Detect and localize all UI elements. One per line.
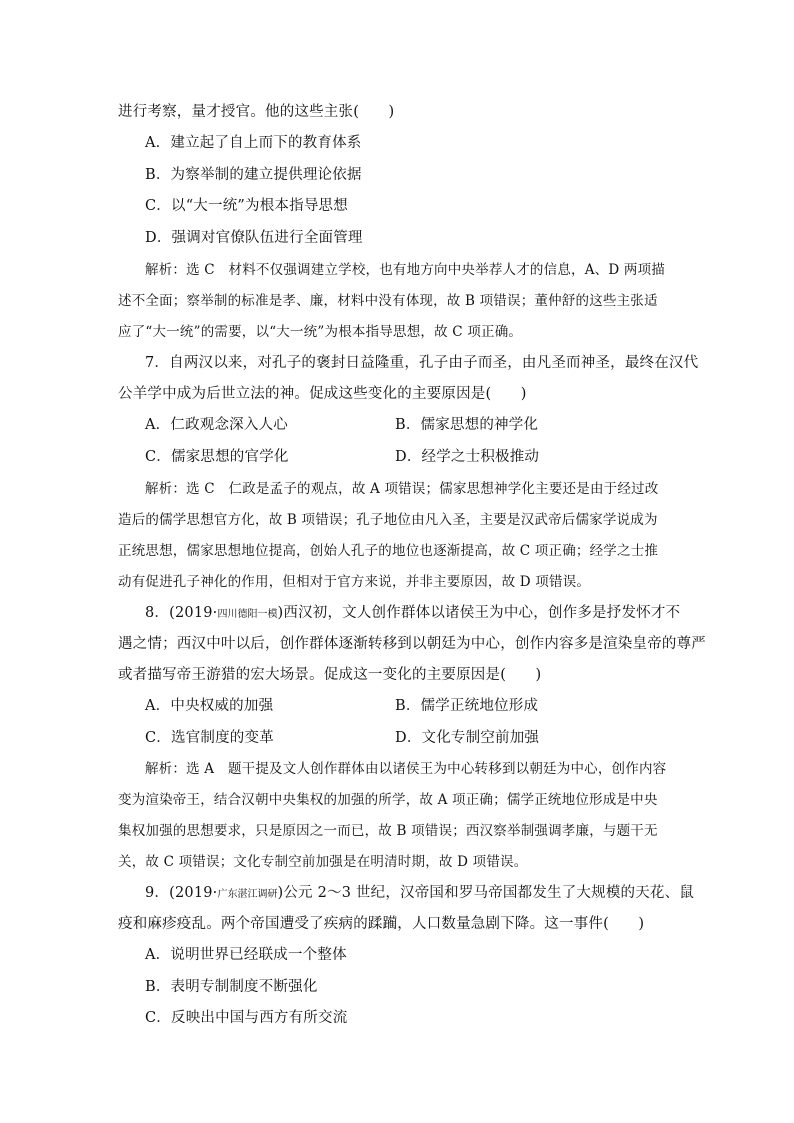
q8-option-c: C．选官制度的变革 — [145, 730, 274, 746]
q9-stem-first-rest: )公元 2～3 世纪，汉帝国和罗马帝国都发生了大规模的天花、鼠 — [277, 885, 695, 901]
q7-option-d: D．经学之士积极推动 — [395, 449, 540, 465]
q7-analysis-line: 造后的儒学思想官方化，故 B 项错误；孔子地位由凡入圣，主要是汉武帝后儒家学说成为 — [118, 512, 658, 528]
q6-stem-tail: 进行考察，量才授官。他的这些主张( ) — [118, 104, 395, 120]
q6-analysis-line: 应了“大一统”的需要，以“大一统”为根本指导思想，故 C 项正确。 — [118, 324, 523, 340]
q7-option-a: A．仁政观念深入人心 — [145, 417, 288, 433]
q9-option-a: A．说明世界已经联成一个整体 — [145, 947, 347, 963]
q7-option-b: B．儒家思想的神学化 — [395, 417, 539, 433]
q8-option-b: B．儒学正统地位形成 — [395, 698, 539, 714]
q7-option-c: C．儒家思想的官学化 — [145, 449, 289, 465]
q8-analysis-line: 集权加强的思想要求，只是原因之一而已，故 B 项错误；西汉察举制强调孝廉，与题干无 — [118, 823, 658, 839]
q8-analysis-line: 变为渲染帝王，结合汉朝中央集权的加强的所学，故 A 项正确；儒学正统地位形成是中央 — [118, 792, 658, 808]
q7-analysis-line: 解析：选 C 仁政是孟子的观点，故 A 项错误；儒家思想神学化主要还是由于经过改 — [145, 481, 659, 497]
q9-option-c: C．反映出中国与西方有所交流 — [145, 1010, 348, 1026]
q6-option-d: D．强调对官僚队伍进行全面管理 — [145, 230, 363, 246]
q8-stem-line: 遇之情；西汉中叶以后，创作群体逐渐转移到以朝廷为中心，创作内容多是渲染皇帝的尊严 — [118, 636, 706, 652]
q8-stem-line: 或者描写帝王游猎的宏大场景。促成这一变化的主要原因是( ) — [118, 667, 542, 683]
q9-stem-lead: 9．(2019· — [145, 885, 218, 901]
q6-option-c: C．以“大一统”为根本指导思想 — [145, 198, 348, 214]
q9-source-tag: 广东湛江调研 — [217, 889, 278, 900]
q6-option-b: B．为察举制的建立提供理论依据 — [145, 167, 362, 183]
q8-source-tag: 四川德阳一模 — [217, 609, 278, 620]
q8-stem-first-rest: )西汉初，文人创作群体以诸侯王为中心，创作多是抒发怀才不 — [277, 605, 681, 621]
q9-stem-line: 疫和麻疹疫乱。两个帝国遭受了疾病的蹂躏，人口数量急剧下降。这一事件( ) — [118, 916, 645, 932]
q7-stem-line: 7．自两汉以来，对孔子的褒封日益隆重，孔子由子而圣，由凡圣而神圣，最终在汉代 — [145, 355, 699, 371]
q8-option-d: D．文化专制空前加强 — [395, 730, 540, 746]
q7-stem-line: 公羊学中成为后世立法的神。促成这些变化的主要原因是( ) — [118, 386, 527, 402]
q8-option-a: A．中央权威的加强 — [145, 698, 274, 714]
q7-analysis-line: 动有促进孔子神化的作用，但相对于官方来说，并非主要原因，故 D 项错误。 — [118, 574, 591, 590]
q9-option-b: B．表明专制制度不断强化 — [145, 979, 318, 995]
q7-analysis-line: 正统思想，儒家思想地位提高，创始人孔子的地位也逐渐提高，故 C 项正确；经学之士推 — [118, 543, 659, 559]
q6-analysis-line: 述不全面；察举制的标准是孝、廉，材料中没有体现，故 B 项错误；董仲舒的这些主张适 — [118, 293, 658, 309]
q8-analysis-line: 解析：选 A 题干提及文人创作群体由以诸侯王为中心转移到以朝廷为中心，创作内容 — [145, 761, 667, 777]
q6-analysis-line: 解析：选 C 材料不仅强调建立学校，也有地方向中央举荐人才的信息，A、D 两项描 — [145, 262, 665, 278]
q8-stem-first-line — [145, 603, 680, 625]
q9-stem-first-line — [145, 883, 694, 905]
q6-option-a: A．建立起了自上而下的教育体系 — [145, 135, 362, 151]
q8-analysis-line: 关，故 C 项错误；文化专制空前加强是在明清时期，故 D 项错误。 — [118, 854, 528, 870]
q8-stem-lead: 8．(2019· — [145, 605, 218, 621]
